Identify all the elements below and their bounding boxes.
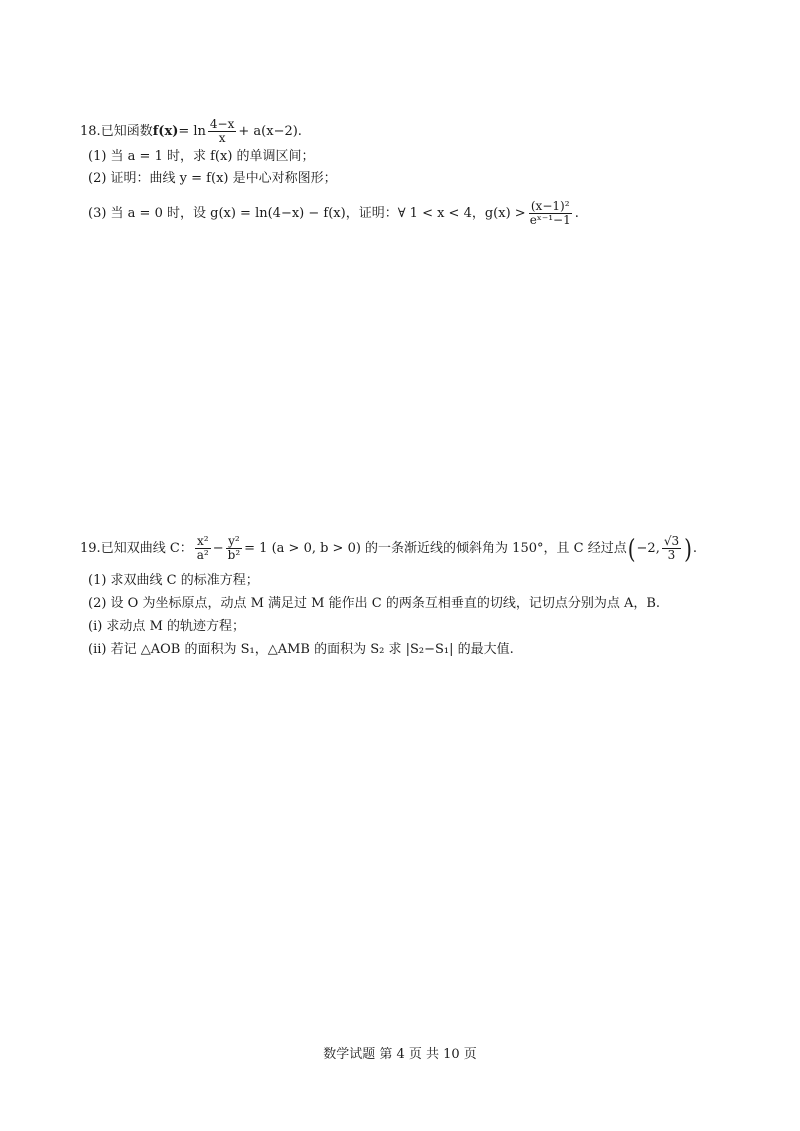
q19-mid: = 1 (a > 0, b > 0) 的一条渐近线的倾斜角为 150°，且 C 经过点 bbox=[244, 541, 627, 557]
q18-part-3 bbox=[88, 200, 579, 227]
q19-frac-x bbox=[195, 535, 211, 562]
q19-frac-y bbox=[226, 535, 243, 562]
q19-frac-y-num: y² bbox=[228, 534, 240, 548]
q18-fraction bbox=[208, 118, 236, 145]
q18-part-3-end: . bbox=[574, 206, 579, 222]
q18-part-2: (2) 证明：曲线 y = f(x) 是中心对称图形； bbox=[88, 171, 337, 186]
q19-frac-x-num: x² bbox=[196, 534, 209, 548]
q19-point-x: −2, bbox=[636, 541, 660, 557]
q18-part-3-text: (3) 当 a = 0 时，设 g(x) = ln(4−x) − f(x)，证明：∀ 1 < x < 4，g(x) > bbox=[88, 206, 526, 222]
q19-intro: 已知双曲线 C： bbox=[100, 541, 193, 557]
page-footer: 数学试题 第 4 页 共 10 页 bbox=[323, 1047, 477, 1062]
q19-minus: − bbox=[212, 541, 224, 557]
q18-part-3-den: eˣ⁻¹−1 bbox=[529, 213, 571, 228]
q19-part-2: (2) 设 O 为坐标原点，动点 M 满足过 M 能作出 C 的两条互相垂直的切线，记切点分别为点 A，B. bbox=[88, 596, 661, 611]
q18-func: f(x) bbox=[152, 124, 179, 140]
q19-frac-y-den: b² bbox=[227, 548, 241, 563]
q18-part-1: (1) 当 a = 1 时，求 f(x) 的单调区间； bbox=[88, 149, 315, 164]
q19-point-den: 3 bbox=[667, 548, 676, 563]
q19-rparen: ) bbox=[684, 533, 692, 565]
q19-frac-x-den: a² bbox=[196, 548, 209, 563]
q19-part-2-ii: (ii) 若记 △AOB 的面积为 S₁，△AMB 的面积为 S₂ 求 |S₂−S₁| 的最大值. bbox=[88, 642, 514, 657]
q19-stem bbox=[80, 533, 698, 565]
q18-intro: 已知函数 bbox=[100, 124, 153, 140]
q18-eq: = ln bbox=[178, 124, 206, 140]
q18-frac-den: x bbox=[218, 131, 226, 146]
q18-stem bbox=[80, 118, 302, 145]
q19-number: 19. bbox=[80, 541, 101, 557]
q18-part-3-fraction bbox=[528, 200, 573, 227]
q18-number: 18. bbox=[80, 124, 101, 140]
q19-lparen: ( bbox=[627, 533, 636, 565]
q18-tail: + a(x−2). bbox=[238, 124, 302, 140]
q18-part-3-num: (x−1)² bbox=[530, 199, 570, 213]
q19-end: . bbox=[692, 541, 698, 557]
q19-part-1: (1) 求双曲线 C 的标准方程； bbox=[88, 573, 259, 588]
q19-point-num: √3 bbox=[663, 534, 680, 548]
q18-frac-num: 4−x bbox=[209, 117, 235, 131]
q19-point-frac bbox=[662, 535, 681, 562]
q19-part-2-i: (i) 求动点 M 的轨迹方程； bbox=[88, 619, 246, 634]
